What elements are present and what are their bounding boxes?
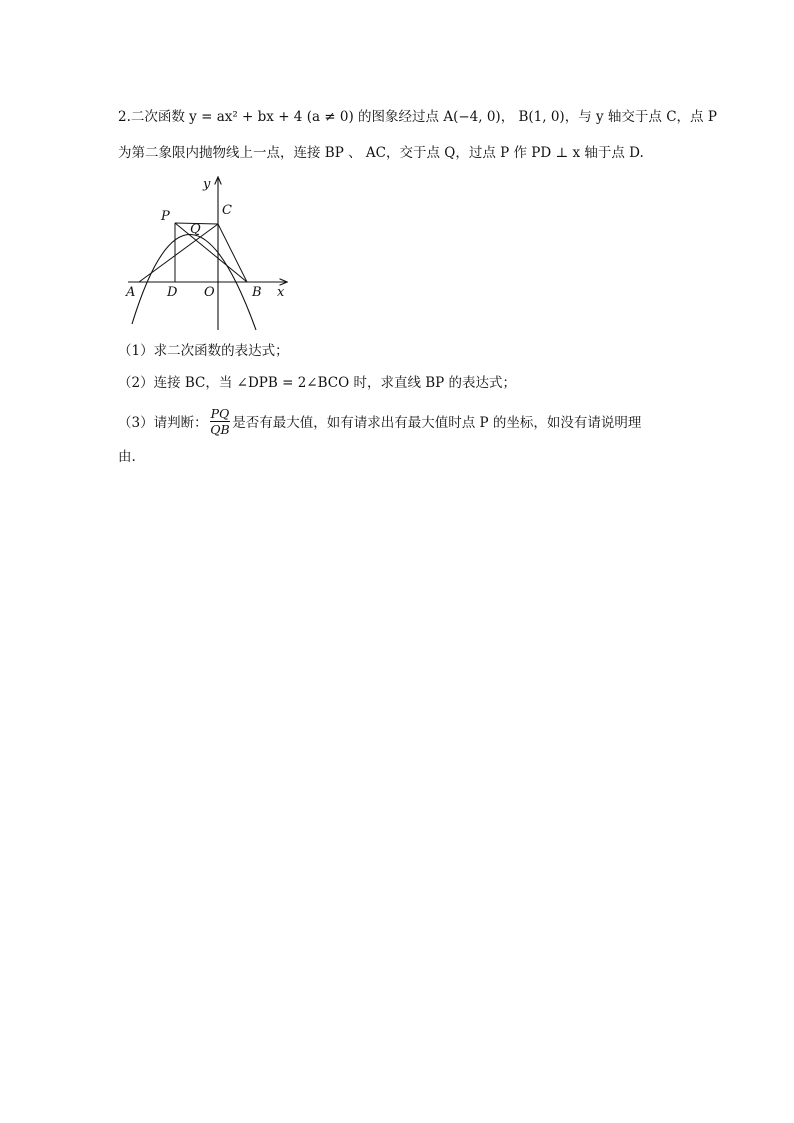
question-2: （2）连接 BC，当 ∠DPB = 2∠BCO 时，求直线 BP 的表达式； [118, 375, 517, 391]
label-point-c: C [222, 203, 232, 218]
label-point-d: D [167, 285, 178, 300]
fraction-numerator: PQ [210, 406, 230, 421]
problem-statement-line-1: 2.二次函数 y = ax² + bx + 4 (a ≠ 0) 的图象经过点 A(−4, 0)， B(1, 0)，与 y 轴交于点 C，点 P [118, 109, 717, 125]
question-3-suffix: 是否有最大值，如有请求出有最大值时点 P 的坐标，如没有请说明理 [232, 415, 642, 431]
label-point-b: B [252, 285, 262, 300]
label-point-o: O [204, 285, 215, 300]
parabola-figure [120, 172, 300, 332]
label-point-a: A [126, 285, 136, 300]
label-point-q: Q [190, 222, 201, 237]
fraction-pq-over-qb [210, 406, 231, 437]
segment-bc [218, 224, 247, 282]
fraction-denominator: QB [210, 422, 230, 437]
segment-pb [175, 223, 247, 282]
question-3-prefix: （3）请判断： [118, 415, 208, 431]
parabola-diagram [120, 172, 300, 332]
question-3 [118, 408, 641, 439]
label-point-p: P [161, 209, 170, 224]
question-1: （1）求二次函数的表达式； [118, 343, 289, 359]
label-y-axis: y [203, 177, 211, 192]
question-3-continued: 由. [118, 449, 136, 465]
problem-statement-line-2: 为第二象限内抛物线上一点，连接 BP 、 AC，交于点 Q，过点 P 作 PD ⊥ x 轴于点 D. [118, 145, 644, 161]
label-x-axis: x [277, 285, 285, 300]
segment-ac [139, 224, 218, 282]
